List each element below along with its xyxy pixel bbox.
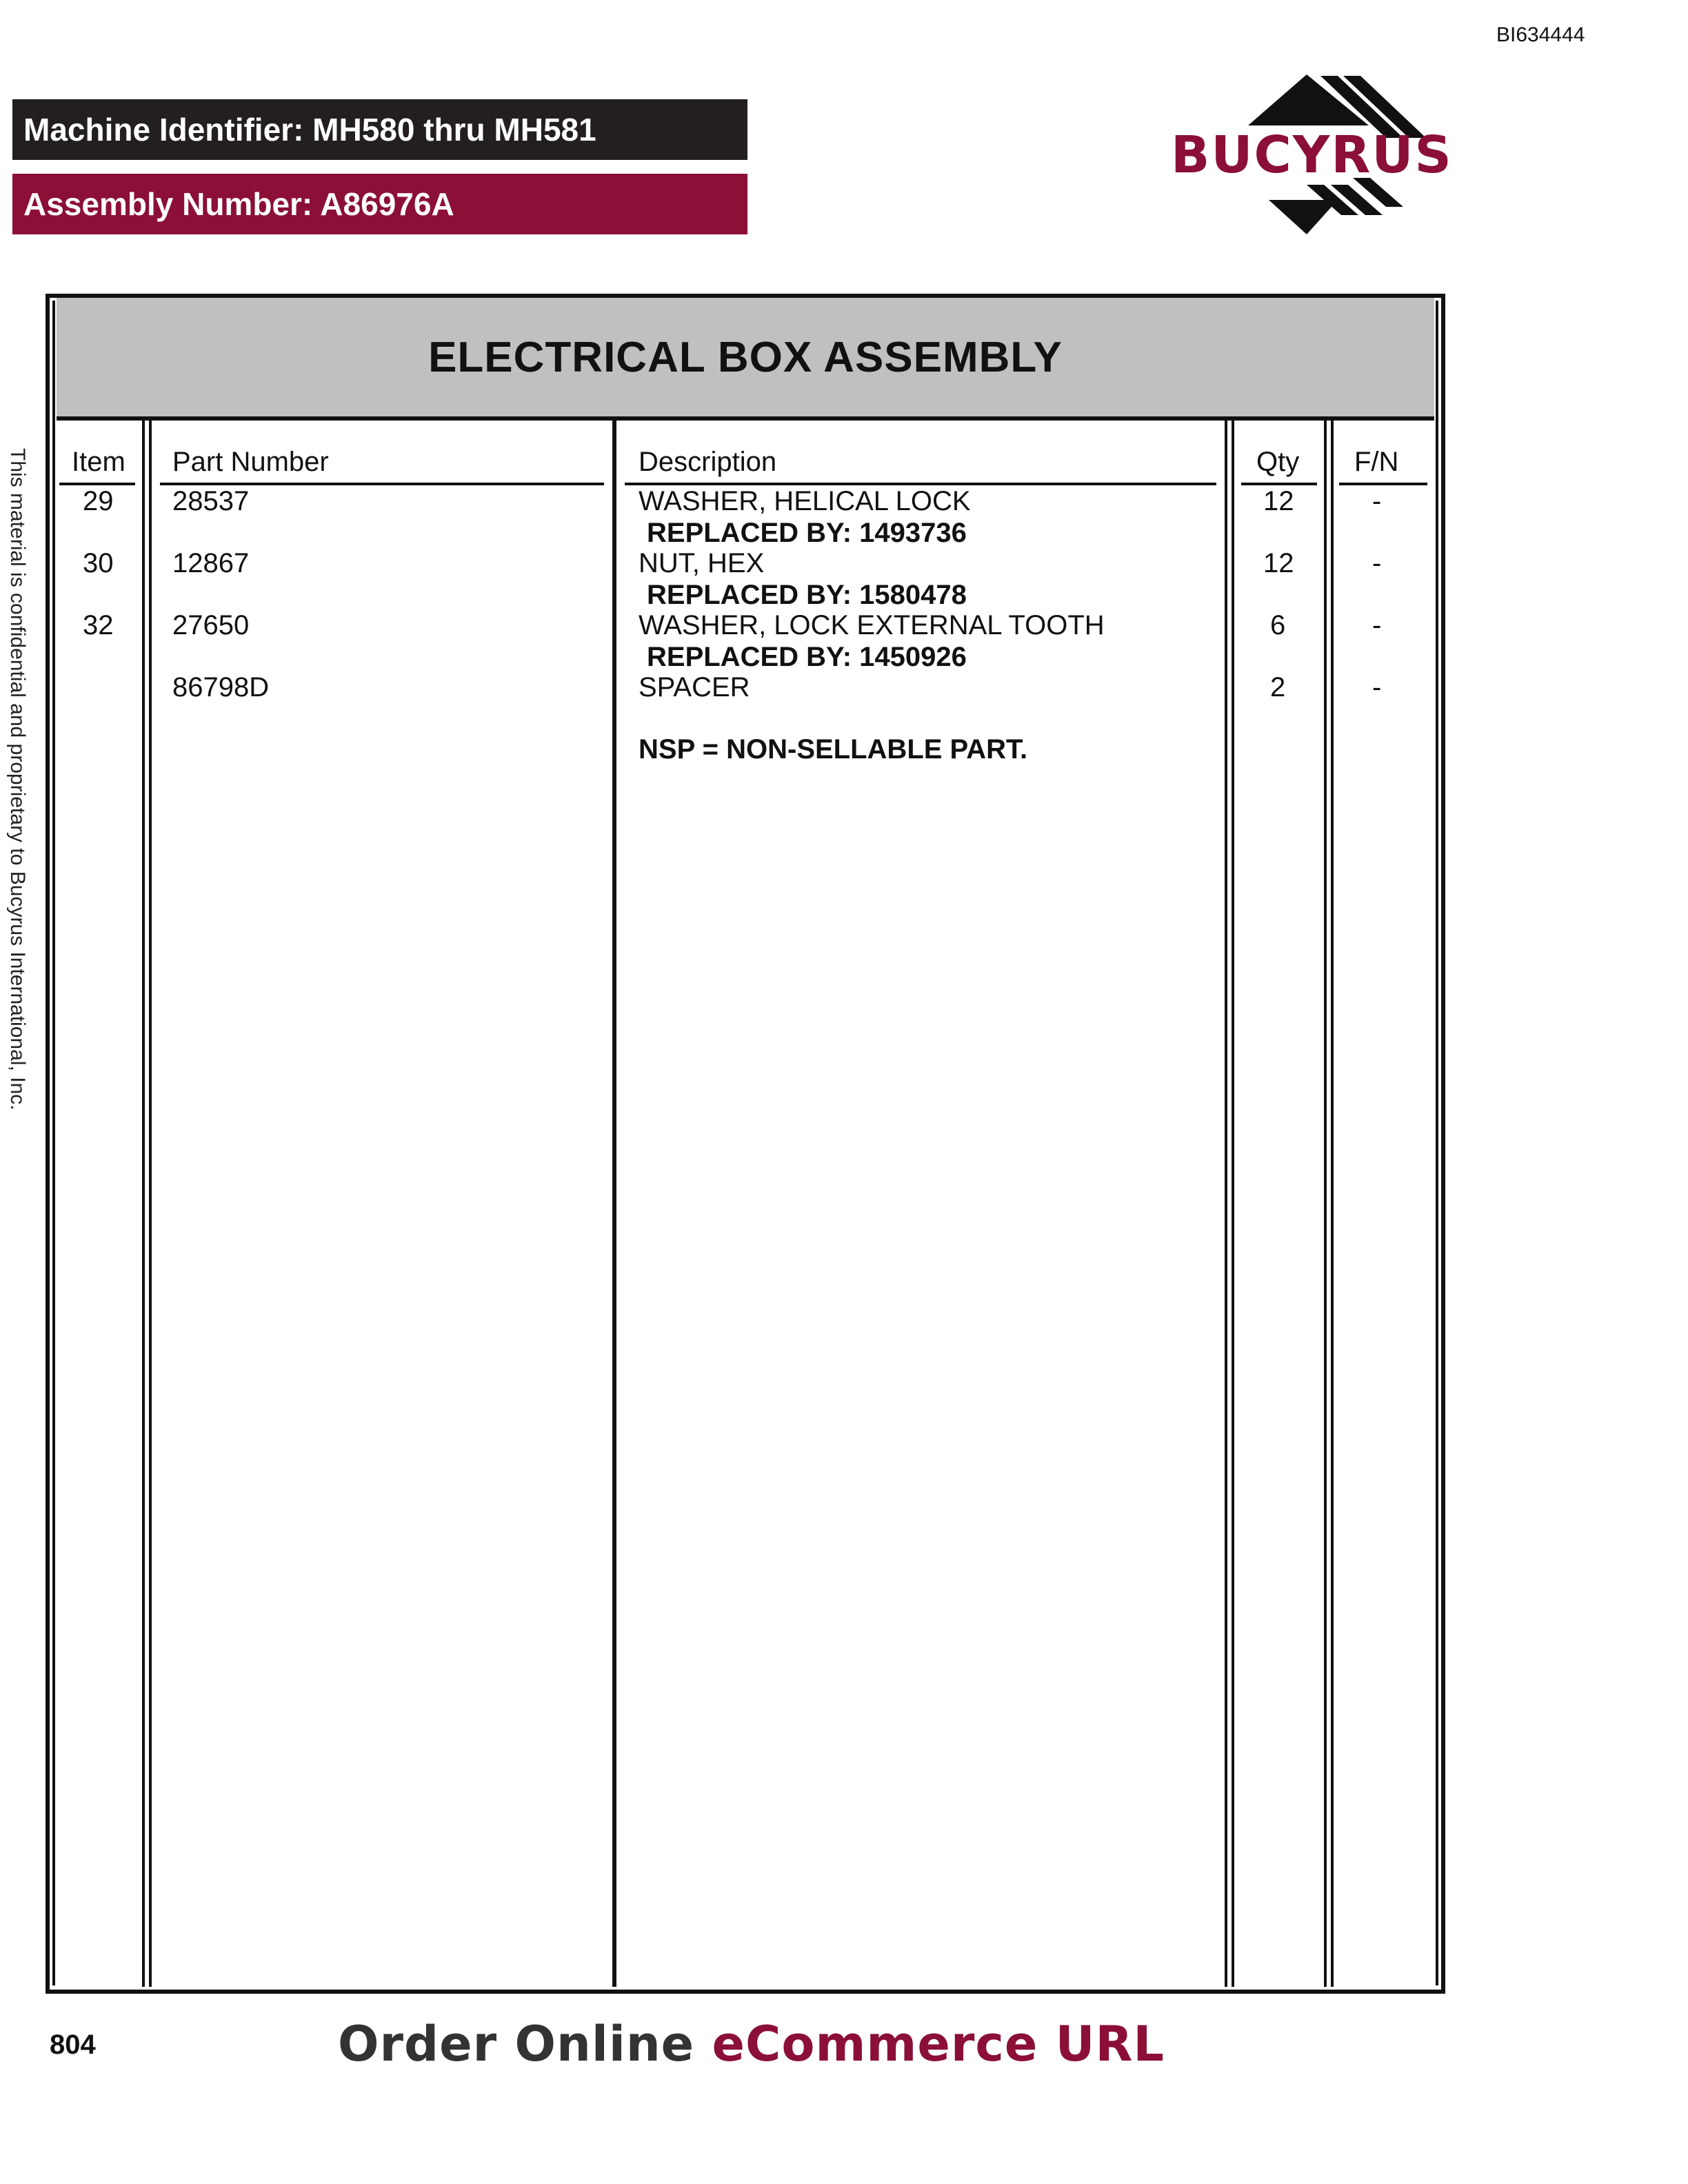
order-online-text: Order Online [338, 2016, 695, 2072]
frame-inner-left-rule [52, 301, 55, 1985]
row-description: SPACER [639, 672, 750, 702]
row-item: 30 [83, 548, 114, 578]
divider-qty-inner [1331, 421, 1334, 1987]
divider-item-inner [149, 421, 152, 1987]
assembly-number-bar: Assembly Number: A86976A [12, 174, 747, 234]
row-fn: - [1372, 548, 1382, 578]
ecommerce-url-text: eCommerce URL [712, 2016, 1165, 2072]
divider-description-inner [1232, 421, 1234, 1987]
row-part-number: 27650 [172, 610, 250, 640]
nsp-note: NSP = NON-SELLABLE PART. [639, 734, 1028, 765]
row-replaced-by: REPLACED BY: 1450926 [647, 642, 967, 672]
row-qty: 6 [1270, 610, 1286, 640]
row-part-number: 86798D [172, 672, 270, 702]
row-part-number: 12867 [172, 548, 250, 578]
divider-item [142, 421, 145, 1987]
confidentiality-note: This material is confidential and proprietary to Bucyrus International, Inc. [6, 448, 29, 1111]
row-item: 32 [83, 610, 114, 640]
page-number: 804 [50, 2030, 96, 2060]
row-item: 29 [83, 486, 114, 516]
row-description: WASHER, LOCK EXTERNAL TOOTH [639, 610, 1105, 640]
row-fn: - [1372, 672, 1382, 702]
divider-qty [1324, 421, 1327, 1987]
header-rule-fn [1339, 483, 1427, 485]
title-band [57, 298, 1434, 421]
machine-identifier-bar: Machine Identifier: MH580 thru MH581 [12, 99, 747, 160]
divider-description [1225, 421, 1227, 1987]
row-replaced-by: REPLACED BY: 1493736 [647, 518, 967, 548]
row-qty: 12 [1263, 486, 1294, 516]
column-header-qty: Qty [1256, 447, 1300, 477]
row-qty: 2 [1270, 672, 1286, 702]
column-header-fn: F/N [1354, 447, 1399, 477]
bucyrus-logo [1165, 69, 1455, 241]
row-part-number: 28537 [172, 486, 250, 516]
assembly-title: ELECTRICAL BOX ASSEMBLY [428, 333, 1063, 381]
row-fn: - [1372, 486, 1382, 516]
logo-text: BUCYRUS [1171, 125, 1453, 185]
row-description: NUT, HEX [639, 548, 765, 578]
order-online-link[interactable] [338, 2016, 1165, 2072]
row-description: WASHER, HELICAL LOCK [639, 486, 971, 516]
column-header-part-number: Part Number [172, 447, 329, 477]
column-header-description: Description [639, 447, 777, 477]
row-qty: 12 [1263, 548, 1294, 578]
document-code: BI634444 [1496, 23, 1585, 46]
row-replaced-by: REPLACED BY: 1580478 [647, 580, 967, 610]
divider-part-number [612, 421, 616, 1987]
row-fn: - [1372, 610, 1382, 640]
column-header-item: Item [72, 447, 125, 477]
frame-inner-right-rule [1436, 301, 1438, 1985]
